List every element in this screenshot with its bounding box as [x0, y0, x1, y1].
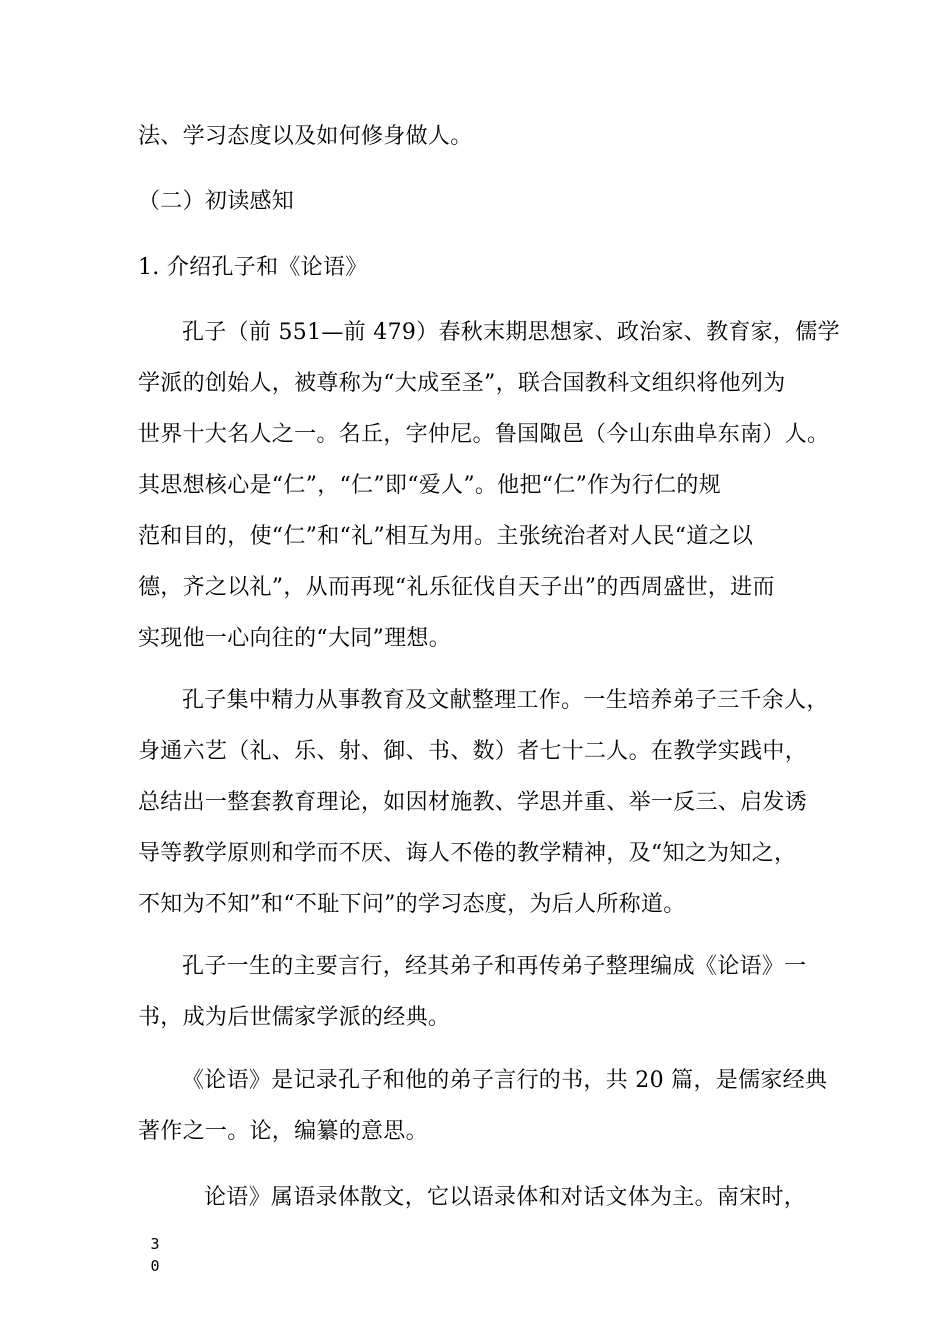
text-line: 德，齐之以礼”，从而再现“礼乐征伐自天子出”的西周盛世，进而: [138, 575, 775, 600]
subsection-heading: 1. 介绍孔子和《论语》: [138, 255, 368, 280]
text-line: 《论语》是记录孔子和他的弟子言行的书，共 20 篇，是儒家经典: [182, 1068, 828, 1093]
page-number-digit: 0: [150, 1257, 160, 1275]
page-number: [148, 1233, 162, 1277]
page-number-digit: 3: [150, 1235, 160, 1253]
text-line: 孔子集中精力从事教育及文献整理工作。一生培养弟子三千余人，: [182, 688, 829, 713]
text-line: 身通六艺（礼、乐、射、御、书、数）者七十二人。在教学实践中，: [138, 739, 808, 764]
text-line: 书，成为后世儒家学派的经典。: [138, 1005, 451, 1030]
text-line: 范和目的，使“仁”和“礼”相互为用。主张统治者对人民“道之以: [138, 524, 754, 549]
text-line: 世界十大名人之一。名丘，字仲尼。鲁国陬邑（今山东曲阜东南）人。: [138, 422, 830, 447]
text-line: 不知为不知”和“不耻下问”的学习态度，为后人所称道。: [138, 892, 686, 917]
text-line: 孔子一生的主要言行，经其弟子和再传弟子整理编成《论语》一: [182, 954, 807, 979]
section-heading: （二）初读感知: [138, 189, 295, 214]
text-line: 导等教学原则和学而不厌、诲人不倦的教学精神，及“知之为知之，: [138, 841, 797, 866]
text-line: 著作之一。论，编纂的意思。: [138, 1119, 428, 1144]
text-line: 法、学习态度以及如何修身做人。: [138, 124, 473, 149]
text-line: 孔子（前 551—前 479）春秋末期思想家、政治家、教育家，儒学: [182, 320, 840, 345]
text-line: 总结出一整套教育理论，如因材施教、学思并重、举一反三、启发诱: [138, 790, 808, 815]
text-line: 实现他一心向往的“大同”理想。: [138, 626, 451, 651]
text-line: 学派的创始人，被尊称为“大成至圣”，联合国教科文组织将他列为: [138, 371, 786, 396]
text-line: 论语》属语录体散文，它以语录体和对话文体为主。南宋时，: [204, 1185, 807, 1210]
text-line: 其思想核心是“仁”，“仁”即“爱人”。他把“仁”作为行仁的规: [138, 473, 721, 498]
